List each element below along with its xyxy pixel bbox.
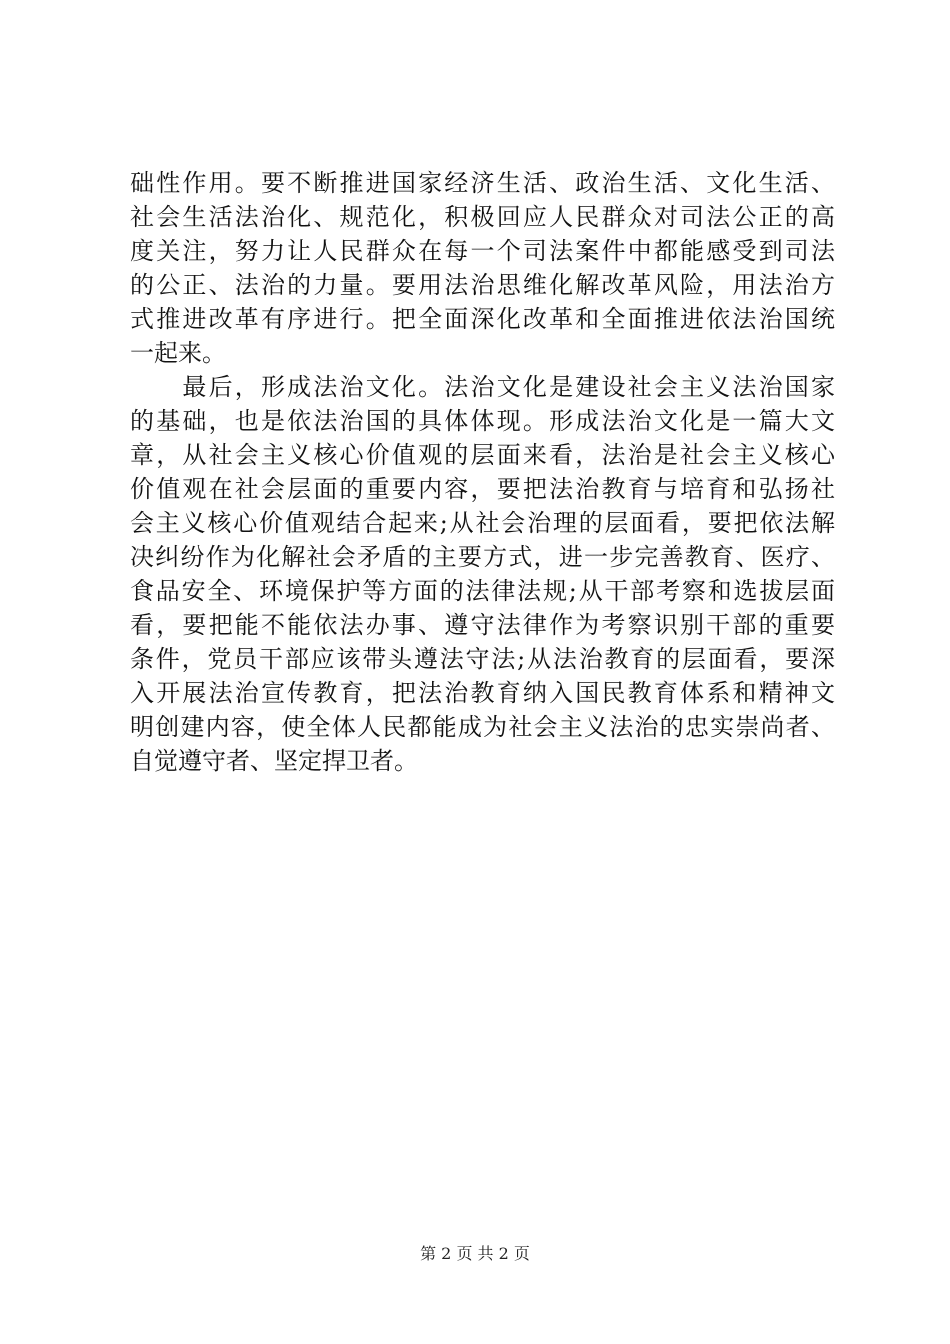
text-line: 条件，党员干部应该带头遵法守法;从法治教育的层面看，要深 xyxy=(130,645,835,673)
text-line: 一起来。 xyxy=(130,339,226,367)
text-line: 章，从社会主义核心价值观的层面来看，法治是社会主义核心 xyxy=(130,441,835,469)
text-line: 入开展法治宣传教育，把法治教育纳入国民教育体系和精神文 xyxy=(130,679,835,707)
text-line: 食品安全、环境保护等方面的法律法规;从干部考察和选拔层面 xyxy=(130,577,835,605)
text-line: 度关注，努力让人民群众在每一个司法案件中都能感受到司法 xyxy=(130,237,835,265)
text-line: 明创建内容，使全体人民都能成为社会主义法治的忠实崇尚者、 xyxy=(130,713,835,741)
text-line: 最后，形成法治文化。法治文化是建设社会主义法治国家 xyxy=(130,373,835,401)
text-line: 式推进改革有序进行。把全面深化改革和全面推进依法治国统 xyxy=(130,305,835,333)
body-text xyxy=(130,166,835,778)
page-number-label: 第 2 页 共 2 页 xyxy=(420,1244,530,1263)
text-line: 础性作用。要不断推进国家经济生活、政治生活、文化生活、 xyxy=(130,169,835,197)
text-line: 看，要把能不能依法办事、遵守法律作为考察识别干部的重要 xyxy=(130,611,835,639)
text-line: 自觉遵守者、坚定捍卫者。 xyxy=(130,747,418,775)
text-line: 的基础，也是依法治国的具体体现。形成法治文化是一篇大文 xyxy=(130,407,835,435)
text-line: 会主义核心价值观结合起来;从社会治理的层面看，要把依法解 xyxy=(130,509,835,537)
text-line: 价值观在社会层面的重要内容，要把法治教育与培育和弘扬社 xyxy=(130,475,835,503)
text-line: 的公正、法治的力量。要用法治思维化解改革风险，用法治方 xyxy=(130,271,835,299)
text-line: 社会生活法治化、规范化，积极回应人民群众对司法公正的高 xyxy=(130,203,835,231)
page-footer xyxy=(0,1244,950,1264)
text-line: 决纠纷作为化解社会矛盾的主要方式，进一步完善教育、医疗、 xyxy=(130,543,835,571)
